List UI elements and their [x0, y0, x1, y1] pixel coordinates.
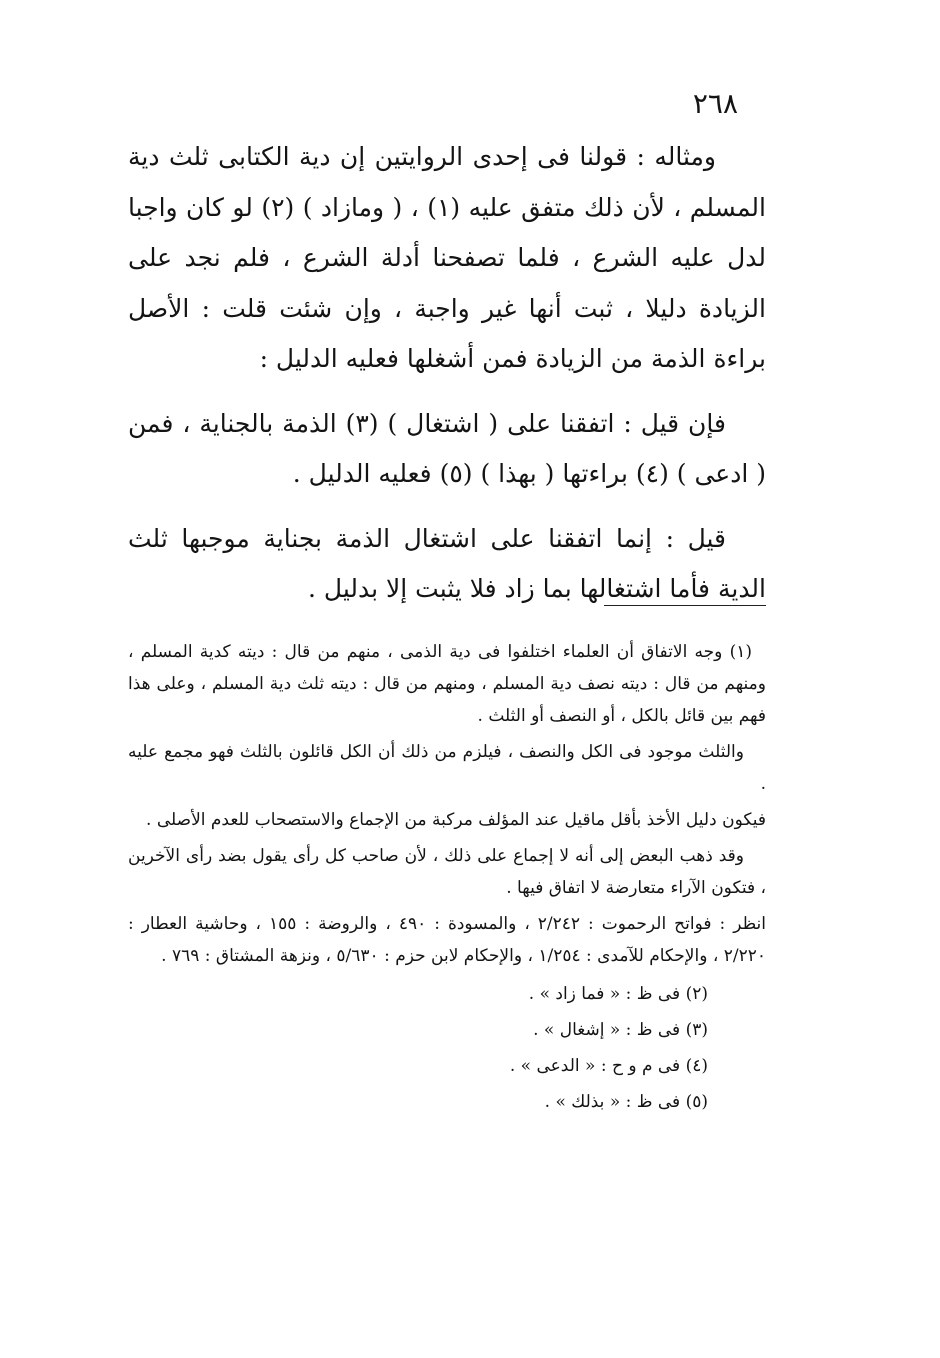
footnote-1: (١) وجه الاتفاق أن العلماء اختلفوا فى دية الذمى ، منهم من قال : ديته كدية المسلم ، ومنهم من قال : ديته نصف دية المسلم ، ومنهم من قال : ديته ثلث دية المسلم ، وعلى هذا فهم بين قائل بالكل ، أو النصف أو الثلث .	[128, 642, 766, 726]
main-paragraph-example: ومثاله : قولنا فى إحدى الروايتين إن دية الكتابى ثلث دية المسلم ، لأن ذلك متفق عليه (١) ، ( ومازاد ) (٢) لو كان واجبا لدل عليه الشرع ، فلما تصفحنا أدلة الشرع ، فلم نجد على الزيادة دليلا ، ثبت أنها غير واجبة ، وإن شئت قلت : الأصل براءة الذمة من الزيادة فمن أشغلها فعليه الدليل :	[128, 142, 766, 373]
footnotes-section	[128, 636, 766, 1120]
footnote-1-continuation: فيكون دليل الأخذ بأقل ماقيل عند المؤلف مركبة من الإجماع والاستصحاب للعدم الأصلى .	[146, 810, 766, 830]
footnote-1-continuation: والثلث موجود فى الكل والنصف ، فيلزم من ذلك أن الكل قائلون بالثلث فهو مجمع عليه .	[128, 742, 766, 794]
main-text-body	[128, 132, 766, 629]
page-number: ٢٦٨	[692, 87, 738, 120]
footnote-1-references: انظر : فواتح الرحموت : ٢/٢٤٢ ، والمسودة : ٤٩٠ ، والروضة : ١٥٥ ، وحاشية العطار : ٢/٢٢٠ ، والإحكام للآمدى : ١/٢٥٤ ، والإحكام لابن حزم : ٥/٦٣٠ ، ونزهة المشتاق : ٧٦٩ .	[128, 914, 766, 966]
footnote-variant-4: (٤) فى م و ح : « الدعى » .	[509, 1056, 708, 1076]
footnote-variant-5: (٥) فى ظ : « بذلك » .	[544, 1092, 708, 1112]
footnote-variant-3: (٣) فى ظ : « إشغال » .	[533, 1020, 708, 1040]
main-paragraph-reply: قيل : إنما اتفقنا على اشتغال الذمة بجناية موجبها ثلث الدية فأما اشتغالها بما زاد فلا يثبت إلا بدليل .	[128, 523, 766, 603]
footnote-1-continuation: وقد ذهب البعض إلى أنه لا إجماع على ذلك ، لأن صاحب كل رأى يقول بضد رأى الآخرين ، فتكون الآراء متعارضة لا اتفاق فيها .	[128, 846, 766, 898]
footnote-separator	[604, 605, 766, 606]
main-paragraph-objection: فإن قيل : اتفقنا على ( اشتغال ) (٣) الذمة بالجناية ، فمن ( ادعى ) (٤) براءتها ( بهذا ) (٥) فعليه الدليل .	[128, 408, 766, 488]
footnote-variant-2: (٢) فى ظ : « فما زاد » .	[528, 984, 708, 1004]
footnote-variants-list	[128, 976, 766, 1120]
